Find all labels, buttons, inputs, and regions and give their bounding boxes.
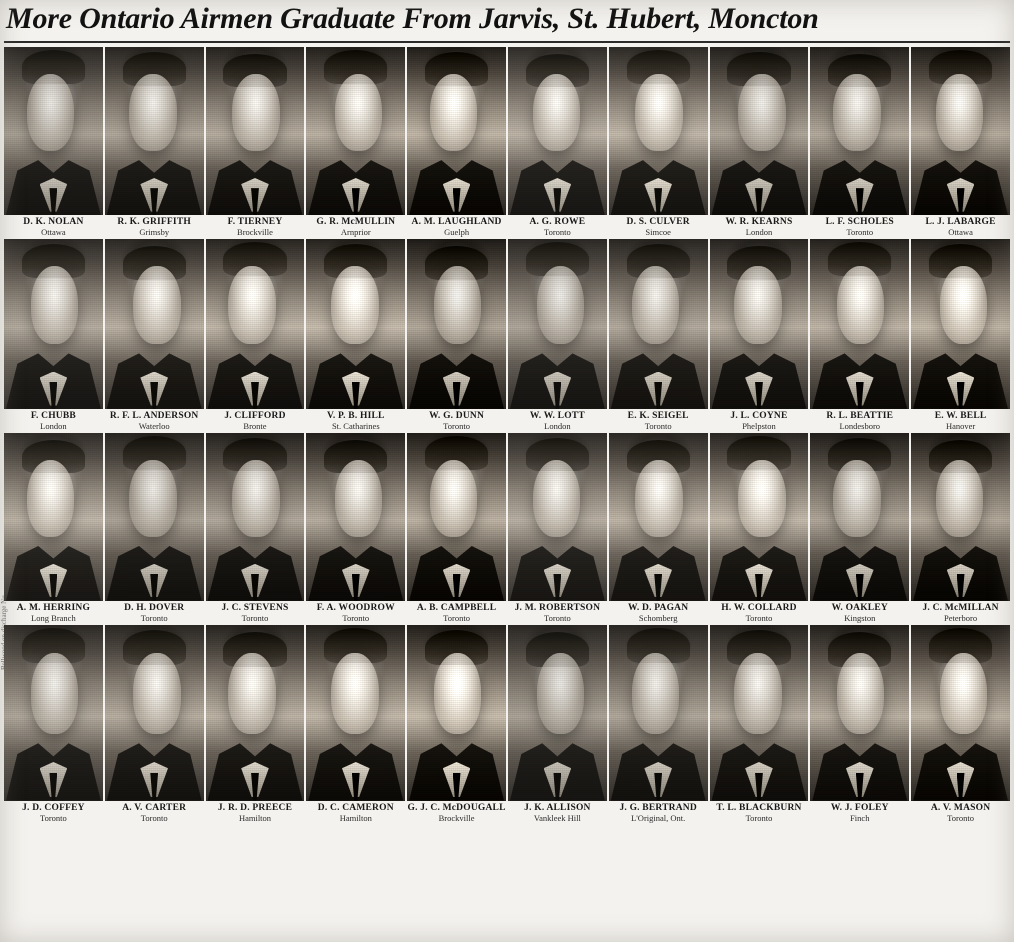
portrait-caption (716, 801, 801, 825)
portrait-grain (4, 47, 103, 215)
portrait-place: Peterboro (944, 612, 978, 623)
portrait-name: H. W. COLLARD (721, 602, 797, 613)
portrait-photo (508, 625, 607, 801)
portrait-grain (4, 239, 103, 409)
portrait-name: J. R. D. PREECE (217, 802, 293, 813)
portrait-grain (710, 625, 809, 801)
portrait-name: J. C. McMILLAN (922, 602, 999, 613)
portrait-photo (4, 239, 103, 409)
portrait-grain (306, 433, 405, 601)
portrait-caption (826, 409, 893, 433)
portrait-place: Toronto (846, 226, 874, 237)
portrait-photo (609, 433, 708, 601)
portrait-caption (935, 409, 987, 433)
portrait-grain (206, 433, 305, 601)
portrait-photo (206, 433, 305, 601)
portrait-caption (627, 215, 690, 239)
portrait-cell (4, 433, 103, 625)
portrait-cell (810, 433, 909, 625)
portrait-photo (306, 47, 405, 215)
portrait-caption (22, 801, 85, 825)
portrait-cell (710, 625, 809, 825)
portrait-cell (4, 47, 103, 239)
portrait-caption (23, 215, 83, 239)
portrait-name: D. C. CAMERON (317, 802, 394, 813)
portrait-name: F. CHUBB (30, 410, 76, 421)
portrait-photo (609, 625, 708, 801)
portrait-photo (810, 239, 909, 409)
headline-area (0, 0, 1014, 40)
portrait-caption (826, 215, 894, 239)
portrait-cell (206, 47, 305, 239)
portrait-cell (105, 239, 204, 433)
portrait-name: J. C. STEVENS (221, 602, 289, 613)
portrait-cell (508, 47, 607, 239)
portrait-photo (911, 433, 1010, 601)
portrait-name: W. R. KEARNS (725, 217, 793, 227)
portrait-grain (810, 239, 909, 409)
portrait-grain (609, 239, 708, 409)
portrait-cell (206, 625, 305, 825)
portrait-photo (105, 47, 204, 215)
portrait-photo (306, 239, 405, 409)
portrait-place: St. Catharines (331, 420, 380, 431)
portrait-photo (609, 239, 708, 409)
portrait-name: V. P. B. HILL (327, 410, 385, 421)
portrait-photo (407, 433, 506, 601)
portrait-caption (412, 215, 502, 239)
portrait-cell (810, 625, 909, 825)
portrait-cell (105, 47, 204, 239)
portrait-photo (306, 625, 405, 801)
portrait-photo (911, 625, 1010, 801)
portrait-photo (508, 239, 607, 409)
portrait-caption (317, 601, 395, 625)
portrait-photo (206, 239, 305, 409)
portrait-grain (407, 625, 506, 801)
portrait-name: A. V. CARTER (122, 802, 187, 813)
portrait-name: E. W. BELL (934, 410, 987, 421)
portrait-place: Toronto (443, 420, 470, 431)
portrait-caption (408, 801, 506, 825)
portrait-row (0, 625, 1014, 825)
portrait-photo (710, 47, 809, 215)
portrait-photo (206, 47, 305, 215)
portrait-name: F. TIERNEY (227, 217, 283, 227)
portrait-place: Toronto (241, 612, 269, 623)
portrait-name: A. M. LAUGHLAND (411, 217, 502, 227)
portrait-grain (508, 239, 607, 409)
portrait-photo (4, 625, 103, 801)
portrait-cell (105, 625, 204, 825)
portrait-grain (710, 433, 809, 601)
portrait-caption (931, 801, 990, 825)
portrait-grain (810, 47, 909, 215)
portrait-photo (105, 433, 204, 601)
portrait-place: Toronto (443, 612, 470, 623)
portrait-row-photos (4, 47, 1010, 239)
portrait-caption (619, 801, 696, 825)
portrait-place: Vankleek Hill (533, 812, 581, 823)
portrait-place: London (40, 420, 67, 431)
portrait-name: R. K. GRIFFITH (117, 217, 191, 227)
portrait-cell (609, 433, 708, 625)
portrait-row (0, 239, 1014, 433)
portrait-place: Schomberg (638, 612, 678, 623)
portrait-grain (407, 239, 506, 409)
portrait-photo (710, 433, 809, 601)
portrait-name: J. CLIFFORD (224, 410, 286, 421)
portrait-photo (710, 239, 809, 409)
portrait-cell (609, 625, 708, 825)
portrait-name: E. K. SEIGEL (627, 410, 689, 421)
portrait-place: Toronto (745, 812, 773, 823)
portrait-photo (911, 239, 1010, 409)
portrait-name: G. R. McMULLIN (316, 217, 396, 227)
portrait-place: Long Branch (31, 612, 76, 623)
portrait-place: Waterloo (138, 420, 170, 431)
portrait-place: Toronto (543, 612, 571, 623)
portrait-name: J. G. BERTRAND (619, 802, 697, 813)
portrait-caption (925, 215, 995, 239)
portrait-place: London (544, 420, 571, 431)
portrait-cell (407, 625, 506, 825)
portrait-name: W. OAKLEY (831, 602, 888, 613)
portrait-cell (710, 433, 809, 625)
portrait-photo (710, 625, 809, 801)
portrait-name: W. G. DUNN (429, 410, 485, 421)
portrait-photo (306, 433, 405, 601)
portrait-name: A. V. MASON (930, 802, 991, 813)
portrait-grain (911, 47, 1010, 215)
portrait-caption (117, 215, 191, 239)
portrait-place: Hamilton (238, 812, 272, 823)
portrait-cell (306, 625, 405, 825)
portrait-caption (730, 409, 787, 433)
portrait-place: Toronto (140, 612, 168, 623)
portrait-photo (105, 625, 204, 801)
portrait-grain (508, 625, 607, 801)
portrait-grain (710, 239, 809, 409)
portrait-row-photos (4, 239, 1010, 433)
portrait-place: Toronto (543, 226, 571, 237)
portrait-place: Toronto (342, 612, 370, 623)
portrait-row-photos (4, 433, 1010, 625)
portrait-cell (508, 433, 607, 625)
portrait-cell (810, 239, 909, 433)
portrait-cell (206, 239, 305, 433)
portrait-caption (628, 409, 689, 433)
portrait-photo (407, 47, 506, 215)
portrait-caption (417, 601, 496, 625)
portrait-photo (911, 47, 1010, 215)
portrait-grain (105, 239, 204, 409)
portrait-place: Finch (850, 812, 870, 823)
portrait-name: A. G. ROWE (529, 217, 586, 227)
portrait-photo (609, 47, 708, 215)
portrait-name: J. M. ROBERTSON (514, 602, 601, 613)
portrait-row-photos (4, 625, 1010, 825)
portrait-name: A. M. HERRING (16, 602, 91, 613)
portrait-place: Toronto (644, 420, 672, 431)
portrait-place: Simcoe (645, 226, 671, 237)
portrait-caption (922, 601, 998, 625)
portrait-caption (228, 215, 283, 239)
portrait-place: Brockville (237, 226, 273, 237)
portrait-caption (721, 601, 796, 625)
portrait-place: London (745, 226, 773, 237)
portrait-cell (911, 47, 1010, 239)
portrait-photo (508, 433, 607, 601)
portrait-place: Arnprior (340, 226, 371, 237)
portrait-photo (508, 47, 607, 215)
portrait-grain (710, 47, 809, 215)
portrait-place: Hamilton (339, 812, 372, 823)
portrait-name: R. F. L. ANDERSON (109, 410, 199, 421)
portrait-caption (530, 409, 585, 433)
portrait-caption (124, 601, 184, 625)
portrait-caption (327, 409, 385, 433)
portrait-caption (110, 409, 199, 433)
portrait-cell (407, 433, 506, 625)
portrait-grain (4, 625, 103, 801)
portrait-name: L. J. LABARGE (925, 217, 996, 227)
portrait-name: J. K. ALLISON (524, 802, 591, 813)
portrait-cell (911, 433, 1010, 625)
portrait-grain (609, 433, 708, 601)
portrait-name: W. W. LOTT (529, 410, 585, 421)
portrait-place: Londesboro (839, 420, 881, 431)
portrait-cell (710, 239, 809, 433)
portrait-name: D. K. NOLAN (23, 217, 84, 227)
portrait-place: Grimsby (139, 226, 170, 237)
portrait-grain (306, 625, 405, 801)
portrait-grain (206, 625, 305, 801)
portrait-grid (0, 47, 1014, 825)
portrait-cell (911, 625, 1010, 825)
portrait-name: F. A. WOODROW (316, 602, 395, 613)
portrait-cell (105, 433, 204, 625)
portrait-caption (725, 215, 792, 239)
portrait-place: Hanover (945, 420, 976, 431)
portrait-place: Bronte (243, 420, 267, 431)
page-title: More Ontario Airmen Graduate From Jarvis, St. Hubert, Moncton (6, 2, 819, 35)
portrait-photo (407, 239, 506, 409)
portrait-grain (206, 239, 305, 409)
portrait-grain (508, 433, 607, 601)
portrait-photo (810, 625, 909, 801)
portrait-caption (122, 801, 186, 825)
portrait-caption (832, 601, 888, 625)
portrait-place: Toronto (947, 812, 974, 823)
portrait-cell (508, 239, 607, 433)
portrait-grain (508, 47, 607, 215)
portrait-place: Ottawa (41, 226, 66, 237)
portrait-cell (609, 47, 708, 239)
portrait-name: L. F. SCHOLES (825, 217, 894, 227)
portrait-cell (911, 239, 1010, 433)
portrait-grain (4, 433, 103, 601)
portrait-cell (306, 239, 405, 433)
margin-column-text: discharge (0, 605, 8, 633)
portrait-grain (306, 239, 405, 409)
portrait-cell (206, 433, 305, 625)
portrait-cell (4, 239, 103, 433)
portrait-grain (306, 47, 405, 215)
portrait-photo (810, 47, 909, 215)
portrait-caption (429, 409, 484, 433)
portrait-photo (105, 239, 204, 409)
portrait-photo (407, 625, 506, 801)
portrait-place: Kingston (844, 612, 876, 623)
portrait-grain (609, 47, 708, 215)
portrait-grain (911, 433, 1010, 601)
portrait-photo (4, 47, 103, 215)
portrait-photo (4, 433, 103, 601)
portrait-cell (609, 239, 708, 433)
portrait-place: Toronto (40, 812, 67, 823)
portrait-place: Toronto (745, 612, 773, 623)
portrait-cell (508, 625, 607, 825)
portrait-name: G. J. C. McDOUGALL (407, 802, 506, 813)
portrait-name: J. L. COYNE (730, 410, 788, 421)
portrait-grain (810, 625, 909, 801)
portrait-grain (206, 47, 305, 215)
portrait-caption (224, 409, 285, 433)
portrait-grain (609, 625, 708, 801)
portrait-name: D. S. CULVER (626, 217, 690, 227)
portrait-row (0, 433, 1014, 625)
portrait-place: Ottawa (948, 226, 973, 237)
portrait-name: W. D. PAGAN (628, 602, 689, 613)
portrait-grain (407, 47, 506, 215)
portrait-grain (105, 47, 204, 215)
portrait-grain (810, 433, 909, 601)
portrait-place: Guelph (444, 226, 470, 237)
portrait-cell (4, 625, 103, 825)
portrait-cell (306, 47, 405, 239)
portrait-place: Toronto (140, 812, 168, 823)
portrait-name: R. L. BEATTIE (826, 410, 894, 421)
portrait-place: Brockville (438, 812, 475, 823)
portrait-grain (911, 625, 1010, 801)
portrait-cell (810, 47, 909, 239)
portrait-caption (529, 215, 585, 239)
portrait-caption (17, 601, 90, 625)
portrait-caption (221, 601, 288, 625)
portrait-caption (31, 409, 76, 433)
portrait-name: T. L. BLACKBURN (716, 802, 802, 813)
portrait-row (0, 47, 1014, 239)
portrait-caption (628, 601, 688, 625)
portrait-caption (831, 801, 889, 825)
portrait-grain (105, 433, 204, 601)
portrait-caption (218, 801, 292, 825)
portrait-name: J. D. COFFEY (22, 802, 85, 813)
portrait-place: Phelpston (742, 420, 776, 431)
portrait-caption (524, 801, 590, 825)
portrait-photo (810, 433, 909, 601)
portrait-caption (316, 215, 395, 239)
portrait-cell (407, 239, 506, 433)
portrait-name: W. J. FOLEY (830, 802, 889, 813)
portrait-caption (515, 601, 601, 625)
portrait-caption (318, 801, 394, 825)
portrait-place: L'Original, Ont. (631, 812, 686, 823)
portrait-name: A. B. CAMPBELL (416, 602, 497, 613)
portrait-grain (911, 239, 1010, 409)
headline-rule (4, 41, 1010, 43)
portrait-cell (407, 47, 506, 239)
portrait-photo (206, 625, 305, 801)
portrait-grain (105, 625, 204, 801)
portrait-grain (407, 433, 506, 601)
portrait-name: D. H. DOVER (124, 602, 185, 613)
portrait-cell (710, 47, 809, 239)
portrait-cell (306, 433, 405, 625)
